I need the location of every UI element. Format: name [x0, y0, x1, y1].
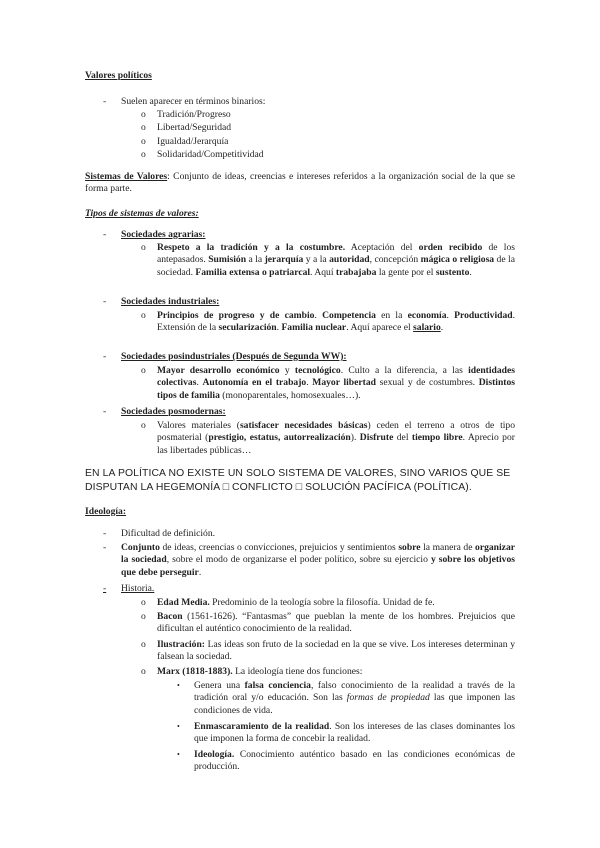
o-marker: o — [141, 136, 146, 147]
list-item: Libertad/Seguridad — [157, 122, 232, 133]
o-marker: o — [141, 597, 146, 608]
o-marker: o — [141, 639, 146, 650]
list-item: Solidaridad/Competitividad — [157, 149, 264, 160]
dash-marker: - — [103, 229, 107, 240]
text-falsa-conciencia: Genera una falsa conciencia, falso conocimiento de la realidad a través de la tradición oral y/o educación. Son las formas de propiedad las que imponen las condiciones de vida. — [194, 680, 516, 716]
o-marker: o — [141, 109, 146, 120]
text-conjunto: Conjunto de ideas, creencias o convicciones, prejuicios y sentimientos sobre la manera de organizar la sociedad, sobre el modo de organizarse el poder político, sobre su ejercicio y sobre los objetivos que debe perseguir. — [121, 542, 516, 578]
label-posmodernas: Sociedades posmodernas: — [121, 406, 226, 417]
o-marker: o — [141, 149, 146, 160]
label-agrarias: Sociedades agrarias: — [121, 229, 206, 240]
text-marx: Marx (1818-1883). La ideología tiene dos funciones: — [157, 666, 363, 677]
o-marker: o — [141, 122, 146, 133]
o-marker: o — [141, 420, 146, 431]
definition-text: : Conjunto de ideas, creencias e intereses referidos a la organización social de la que se forma parte. — [85, 171, 515, 195]
o-marker: o — [141, 310, 146, 321]
text-agrarias: Respeto a la tradición y a la costumbre. Aceptación del orden recibido de los antepasados. Sumisión a la jerarquía y a la autoridad, concepción mágica o religiosa de la sociedad. Familia extensa o patriarcal. Aquí trabajaba la gente por el sustento. — [157, 242, 515, 278]
text-posmodernas: Valores materiales (satisfacer necesidades básicas) ceden el terreno a otros de tipo posmaterial (prestigio, estatus, autorrealización). Disfrute del tiempo libre. Aprecio por las libertades públicas… — [157, 420, 515, 456]
label-posindustriales: Sociedades posindustriales (Después de Segunda WW): — [121, 351, 347, 362]
dash-marker: - — [103, 406, 107, 417]
caps-statement: EN LA POLÍTICA NO EXISTE UN SOLO SISTEMA DE VALORES, SINO VARIOS QUE SE DISPUTAN LA HEGEMONÍA □ CONFLICTO □ SOLUCIÓN PACÍFICA (POLÍTICA). — [85, 468, 511, 494]
bullet-marker: • — [177, 722, 180, 731]
dash-marker: - — [103, 351, 107, 362]
dash-marker: - — [103, 296, 107, 307]
text-industriales: Principios de progreso y de cambio. Competencia en la economía. Productividad. Extensión de la secularización. Familia nuclear. Aquí aparece el salario. — [157, 310, 516, 334]
list-item: Igualdad/Jerarquía — [157, 136, 229, 147]
text-historia: Historia. — [121, 583, 155, 594]
text-dificultad: Dificultad de definición. — [121, 528, 216, 539]
definition-term: Sistemas de Valores — [85, 171, 168, 182]
o-marker: o — [141, 611, 146, 622]
o-marker: o — [141, 242, 146, 253]
heading-ideologia: Ideología: — [85, 506, 127, 517]
heading-tipos: Tipos de sistemas de valores: — [85, 208, 199, 219]
text-edad-media: Edad Media. Predominio de la teología sobre la filosofía. Unidad de fe. — [157, 597, 435, 608]
text-enmascaramiento: Enmascaramiento de la realidad. Son los intereses de las clases dominantes los que imponen la forma de concebir la realidad. — [194, 721, 515, 745]
o-marker: o — [141, 666, 146, 677]
bullet-marker: • — [177, 681, 180, 690]
text-ideologia-conocimiento: Ideología. Conocimiento auténtico basado en las condiciones económicas de producción. — [194, 749, 515, 773]
list-item: Tradición/Progreso — [157, 109, 231, 120]
valores-binarios-text: Suelen aparecer en términos binarios: — [121, 96, 266, 107]
dash-marker: - — [103, 583, 107, 594]
text-bacon: Bacon (1561-1626). “Fantasmas” que pueblan la mente de los hombres. Prejuicios que dificultan el auténtico conocimiento de la realidad. — [157, 611, 515, 635]
label-industriales: Sociedades industriales: — [121, 296, 220, 307]
dash-marker: - — [103, 96, 107, 107]
bullet-marker: • — [177, 750, 180, 759]
text-ilustracion: Ilustración: Las ideas son fruto de la sociedad en la que se vive. Los intereses determinan y falsean la sociedad. — [157, 639, 515, 663]
definition-sistemas-valores — [85, 171, 515, 196]
o-marker: o — [141, 365, 146, 376]
text-posindustriales: Mayor desarrollo económico y tecnológico. Culto a la diferencia, a las identidades colectivas. Autonomía en el trabajo. Mayor libertad sexual y de costumbres. Distintos tipos de familia (monoparentales, homosexuales…). — [157, 365, 515, 401]
heading-valores-politicos: Valores políticos — [85, 70, 152, 81]
dash-marker: - — [103, 528, 107, 539]
dash-marker: - — [103, 542, 107, 553]
